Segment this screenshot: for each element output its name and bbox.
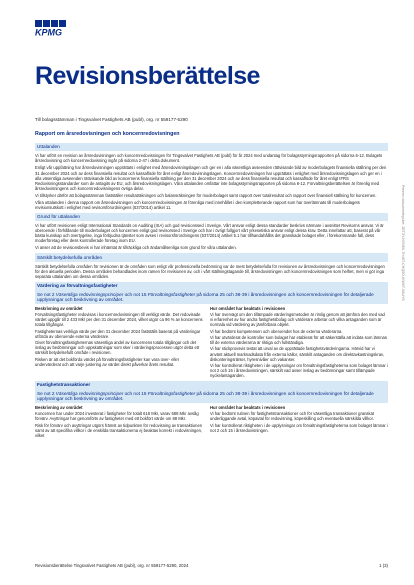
ref-text: Se not 2 <box>37 291 56 297</box>
two-column-block <box>35 405 388 438</box>
report-heading: Rapport om årsredovisningen och koncernredovisningen <box>35 131 180 137</box>
section-heading-sarskilt: Särskilt betydelsefulla områden <box>35 253 388 261</box>
paragraph: Givet förvaltningsfastigheternas väsentliga andel av koncernens totala tillgångar och det inslag av bedömningar och uppskattningar som sker i värderingsprocessen utgör detta ett särskilt betydelsefullt område i revisionen. <box>35 340 200 356</box>
ref-text: och not 15 <box>123 390 148 396</box>
paragraph: Vi har kontrollerat riktigheten i de upplysningar om förvaltningsfastigheterna som bolaget lämnar i not 2 och 15 i årsredovisningen. <box>210 422 388 433</box>
left-column <box>35 405 208 438</box>
note-reference-vardering <box>35 290 388 304</box>
section-heading-vardering: Värdering av förvaltningsfastigheter <box>35 282 388 290</box>
ref-text: och not 15 <box>123 291 148 297</box>
report-body <box>35 140 388 438</box>
ref-italic: Förvaltningsfastigheter <box>147 390 196 396</box>
paragraph: Vi har utvärderat de kontroller som bolaget har etablerat för att säkerställa att indata som lämnas till de externa värderarna är riktiga och fullständiga. <box>210 335 387 346</box>
kpmg-logo <box>35 20 71 36</box>
footer-text: Revisionsberättelse Tingsvalvet Fastighets AB (publ), org. nr 559177-5290, 2024 <box>35 563 189 568</box>
page-footer <box>35 563 388 568</box>
column-heading: Beskrivning av området <box>35 404 83 410</box>
paragraph: Vi har stickprovsvis testat att urval av de upprättade fastighetsvärderingarna. Härvid har vi använt aktuell marknadsdata från externa källor, särskilt antaganden om direktavkastningskrav, diskonteringsränter, hyresnivåer och vakanser. <box>210 346 384 362</box>
ref-italic: Väsentliga redovisningsprinciper <box>55 291 124 297</box>
paragraph: Förvaltningsfastigheter redovisas i koncernredovisningen till verkligt värde. Det redovisade värdet uppgår till 2 433 Mkr per den 31 december 2024, vilket utgör ca 96 % av koncernens totala tillgångar. <box>35 312 203 328</box>
note-reference-fastighetstransaktioner <box>35 389 388 403</box>
right-column <box>208 306 388 378</box>
side-text: Penneo dokumentnyckel: 2ET3Y-NYN6X-7H46T-CHQ5O-IKW0T-9AUY8 <box>401 185 405 301</box>
paragraph: Risk för förvärv och avyttringar utgörs främst av tidpunkten för redovisning av transaktionen samt av att specifika villkor i de enskilda transaktionerna ej beaktas korrekt i redovisningen, vilket <box>35 422 203 438</box>
column-heading: Hur området har beaktats i revisionen <box>210 404 286 410</box>
section-heading-grund: Grund för uttalanden <box>35 213 388 221</box>
paragraph: Vi tillstyrker därför att bolagsstämman fastställer resultaträkningen och balansräkningen för moderbolaget samt rapport över totalresultat och rapport över finansiell ställning för koncernen. <box>35 192 377 198</box>
paragraph: Särskilt betydelsefulla områden för revisionen är de områden som enligt vår professionella bedömning var de mest betydelsefulla för revisionen av årsredovisningen och koncernredovisningen för den aktuella perioden. Dessa områden behandlades inom ramen för revisionen av, och i vårt ställningstagande till, årsredovisningen och koncernredovisningen som helhet, men vi gör inga separata uttalanden om dessa områden. <box>35 263 385 279</box>
column-heading: Hur området har beaktats i revisionen <box>210 305 286 311</box>
column-heading: Beskrivning av området <box>35 305 83 311</box>
right-column <box>208 405 388 438</box>
paragraph: Vi har utfört en revision av årsredovisningen och koncernredovisningen för Tingsvalvet Fastighets AB (publ) för år 2024 med undantag för bolagsstyrningsrapporten på sidorna 6-12. Bolagets årsredovisning och koncernredovisning ingår på sidorna 2-47 i detta dokument. <box>35 153 383 164</box>
section-heading-uttalanden: Uttalanden <box>35 143 388 151</box>
paragraph: Enligt vår uppfattning har årsredovisningen upprättats i enlighet med årsredovisningslagen och ger en i alla väsentliga avseenden rättvisande bild av moderbolagets finansiella ställning per den 31 december 2024 och av dess finansiella resultat och kassaflöde för året enligt årsredovisningslagen. Koncernredovisningen har upprättats i enlighet med årsredovisningslagen och ger en i alla väsentliga avseenden rättvisande bild av koncernens finansiella ställning per den 31 december 2024 och av dess finansiella resultat och kassaflöde för året enligt IFRS Redovisningsstandarder som de antagits av EU, och årsredovisningslagen. Våra uttalanden omfattar inte bolagsstyrningsrapporten på sidorna 6-12. Förvaltningsberättelsen är förenlig med årsredovisningens och koncernredovisningens övriga delar. <box>35 165 387 191</box>
penneo-document-key <box>400 185 406 455</box>
paragraph: Risken är att det bokförda värdet på förvaltningsfastigheter kan vara över- eller undervärderat och att varje justering av värdet direkt påverkar årets resultat. <box>35 356 180 367</box>
ref-italic: Förvaltningsfastigheter <box>147 291 196 297</box>
two-column-block <box>35 306 388 378</box>
page-title: Revisionsberättelse <box>35 62 260 90</box>
ref-italic: Väsentliga redovisningsprinciper <box>55 390 124 396</box>
paragraph: Vi har bedömt rutinen för fastighetstransaktioner och för väsentliga transaktioner granskat underliggande avtal, köpavtal för redovisning, köpeskilling och eventuella särskilda villkor. <box>210 411 375 422</box>
paragraph: Vi har övervägt om den tillämpade värderingsmetoden är rimlig genom att jämföra den med vad vi erfarenhet av hur andra fastighetsbolag och värderare arbetar och vilka antaganden som är normala vid värdering av jämförbara objekt. <box>210 312 385 328</box>
kpmg-logo-graphic <box>35 20 71 36</box>
ref-text: Se not 2 <box>37 390 56 396</box>
section-heading-fastighetstransaktioner: Fastighetstransaktioner <box>35 381 388 389</box>
paragraph: Vi har kontrollerat riktigheten i de upplysningar om förvaltningsfastigheterna som bolaget lämnar i not 2 och 15 i årsredovisningen, särskilt vad avser inslag av bedömningar samt tillämpade nyckelantaganden. <box>210 362 388 379</box>
paragraph: Vi anser att de revisionsbevis vi har inhämtat är tillräckliga och ändamålsenliga som grund för våra uttalanden. <box>35 245 237 251</box>
page-number: 1 (3) <box>379 563 388 568</box>
paragraph: Vi har bedömt kompetensen och oberoendet hos de externa värderarna. <box>210 328 343 334</box>
recipient-line: Till bolagsstämman i Tingsvalvet Fastighets AB (publ), org. nr 559177-5290 <box>35 117 188 122</box>
left-column <box>35 306 208 378</box>
ref-text: på sidorna 25 och 38-39 i årsredovisningen och koncernredovisningen för detaljerade upplysningar och beskrivning av området. <box>37 390 374 402</box>
paragraph: Fastigheternas verkliga värde per den 31 december 2024 fastställs baserat på värderingar utförda av oberoende externa värderare. <box>35 328 201 339</box>
ref-text: på sidorna 25 och 38-39 i årsredovisningen och koncernredovisningen för detaljerade upplysningar och beskrivning av området. <box>37 291 374 303</box>
svg-text:KPMG: KPMG <box>35 27 62 36</box>
paragraph: Vi har utfört revisionen enligt International Standards on Auditing (ISA) och god revisionssed i Sverige. Vårt ansvar enligt dessa standarder beskrivs närmare i avsnittet Revisorns ansvar. Vi är oberoende i förhållande till moderbolaget och koncernen enligt god revisorssed i Sverige och har i övrigt fullgjort vårt yrkesetiska ansvar enligt dessa krav. Detta innefattar att, baserat på vår bästa kunskap och övertygelse, inga förbjudna tjänster som avses i revisorsförordningens (537/2014) artikel 5.1 har tillhandahållits det granskade bolaget eller, i förekommande fall, dess moderföretag eller dess kontrollerade företag inom EU. <box>35 223 384 244</box>
paragraph: Koncernen har under 2024 investerat i fastigheter för totalt 618 Mkr, varav 588 Mkr avsåg förvärv. Avyttringar har genomförts av fastigheter med ett bokfört värde om 88 Mkr. <box>35 411 199 422</box>
paragraph: Våra uttalanden i denna rapport om årsredovisningen och koncernredovisningen är förenliga med innehållet i den kompletterande rapport som har överlämnats till moderbolagets revisionsutskott i enlighet med revisorsförordningens (537/2014) artikel 11. <box>35 199 360 210</box>
